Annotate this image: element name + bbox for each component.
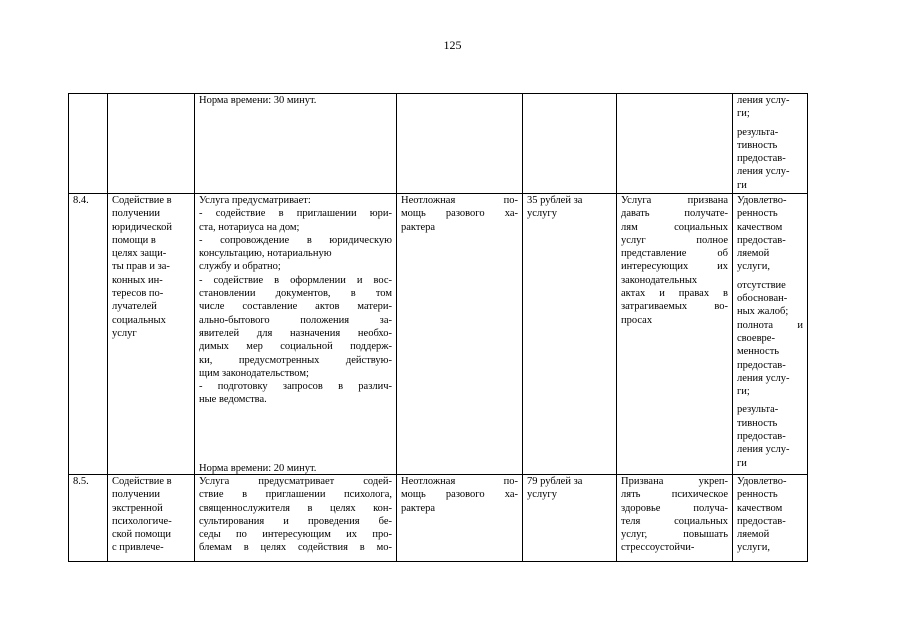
table-row <box>69 94 808 194</box>
form-line: мощь разового ха- <box>401 208 518 220</box>
description-line: священнослужителя в целях кон- <box>199 502 392 514</box>
tariff-line: 79 рублей за <box>527 476 583 487</box>
criteria-line: качеством <box>737 502 783 514</box>
service-description-cell <box>195 94 397 194</box>
goal-line: актах и правах в <box>621 288 728 300</box>
tariff-line: услугу <box>527 489 557 501</box>
description-line: ки, предусмотренных действую- <box>199 354 392 366</box>
service-name-cell <box>108 475 195 562</box>
description-line: консультацию, нотариальную <box>199 248 332 260</box>
quality-criteria-cell <box>733 194 808 475</box>
table-row <box>69 194 808 475</box>
service-form-cell <box>397 194 523 475</box>
service-form-cell <box>397 475 523 562</box>
goal-line: здоровье получа- <box>621 502 728 514</box>
criteria-line: Удовлетво- <box>737 476 787 487</box>
row-number-cell: 8.4. <box>69 194 108 475</box>
form-line: мощь разового ха- <box>401 489 518 501</box>
criteria-line: тивность <box>737 417 778 429</box>
criteria-line: ги <box>737 179 747 191</box>
description-line: становлении документов, в том <box>199 288 392 300</box>
service-name-cell <box>108 194 195 475</box>
criteria-line: полнота и <box>737 319 803 331</box>
goal-line: лям социальных <box>621 221 728 233</box>
goal-line: давать получате- <box>621 208 728 220</box>
time-norm: Норма времени: 20 минут. <box>199 462 317 474</box>
goal-line: представление об <box>621 248 728 260</box>
name-line: юридической <box>112 221 172 233</box>
quality-criteria-cell <box>733 94 808 194</box>
criteria-line: ления услу- <box>737 95 790 106</box>
services-table <box>68 93 808 562</box>
name-line: услуг <box>112 327 137 339</box>
criteria-line: результа- <box>737 404 779 416</box>
goal-line: стрессоустойчи- <box>621 542 695 554</box>
goal-line: лять психическое <box>621 489 728 501</box>
service-description-cell <box>195 475 397 562</box>
name-line: Содействие в <box>112 476 172 487</box>
description-line: седы по интересующим их про- <box>199 529 392 541</box>
description-line: ста, нотариуса на дом; <box>199 221 300 233</box>
criteria-line: услуги, <box>737 261 770 273</box>
tariff-cell <box>523 194 617 475</box>
name-line: экстренной <box>112 502 163 514</box>
description-line: Услуга предусматривает: <box>199 195 311 206</box>
goal-line: законодательных <box>621 274 698 286</box>
criteria-line: ги; <box>737 386 750 398</box>
description-line: ально-бытового положения за- <box>199 314 392 326</box>
goal-line: Призвана укреп- <box>621 476 728 487</box>
description-line: щим законодательством; <box>199 367 309 379</box>
tariff-cell <box>523 94 617 194</box>
service-name-cell <box>108 94 195 194</box>
criteria-line: результа- <box>737 126 779 138</box>
criteria-line: ления услу- <box>737 166 790 178</box>
page-number: 125 <box>443 38 462 52</box>
service-goal-cell <box>617 194 733 475</box>
name-line: целях защи- <box>112 248 167 260</box>
name-line: тересов по- <box>112 288 164 300</box>
criteria-line: отсутствие <box>737 279 786 291</box>
criteria-line: своевре- <box>737 332 775 344</box>
goal-line: затрагиваемых во- <box>621 301 728 313</box>
criteria-line: тивность <box>737 139 778 151</box>
description-line: - содействие в оформлении и вос- <box>199 274 392 286</box>
description-line: ные ведомства. <box>199 394 267 406</box>
service-goal-cell <box>617 94 733 194</box>
criteria-line: предостав- <box>737 515 786 527</box>
form-line: рактера <box>401 502 436 514</box>
name-line: помощи в <box>112 234 156 246</box>
name-line: получении <box>112 489 161 501</box>
row-number-cell: 8.5. <box>69 475 108 562</box>
description-line: - подготовку запросов в различ- <box>199 381 392 393</box>
criteria-line: предостав- <box>737 153 786 165</box>
description-line: сультирования и проведения бе- <box>199 515 392 527</box>
name-line: Содействие в <box>112 195 172 206</box>
criteria-line: предостав- <box>737 234 786 246</box>
form-line: Неотложная по- <box>401 195 518 206</box>
goal-line: услуг, повышать <box>621 529 728 541</box>
row-number-cell <box>69 94 108 194</box>
criteria-line: ренность <box>737 489 778 501</box>
service-form-cell <box>397 94 523 194</box>
goal-line: Услуга призвана <box>621 195 728 206</box>
service-description-cell <box>195 194 397 475</box>
criteria-line: Удовлетво- <box>737 195 787 206</box>
tariff-cell <box>523 475 617 562</box>
table-row <box>69 475 808 562</box>
name-line: лучателей <box>112 301 157 313</box>
name-line: психологиче- <box>112 515 172 527</box>
description-line: - содействие в приглашении юри- <box>199 208 392 220</box>
criteria-line: ляемой <box>737 529 770 541</box>
name-line: с привлече- <box>112 542 164 554</box>
form-line: Неотложная по- <box>401 476 518 487</box>
goal-line: теля социальных <box>621 515 728 527</box>
description-line: ствие в приглашении психолога, <box>199 489 392 501</box>
description-line: - сопровождение в юридическую <box>199 234 392 246</box>
description-line: блемам в целях содействия в мо- <box>199 542 392 554</box>
name-line: ской помощи <box>112 529 171 541</box>
form-line: рактера <box>401 221 436 233</box>
criteria-line: ги <box>737 457 747 469</box>
goal-line: услуг полное <box>621 234 728 246</box>
description-line: службу и обратно; <box>199 261 281 273</box>
criteria-line: предостав- <box>737 359 786 371</box>
name-line: социальных <box>112 314 166 326</box>
description-line: числе составление актов матери- <box>199 301 392 313</box>
service-goal-cell <box>617 475 733 562</box>
tariff-line: услугу <box>527 208 557 220</box>
tariff-line: 35 рублей за <box>527 195 583 206</box>
description-line: Услуга предусматривает содей- <box>199 476 392 487</box>
name-line: получении <box>112 208 161 220</box>
description-line: димых мер социальной поддерж- <box>199 341 392 353</box>
criteria-line: качеством <box>737 221 783 233</box>
criteria-line: менность <box>737 346 780 358</box>
criteria-line: ления услу- <box>737 372 790 384</box>
criteria-line: ги; <box>737 108 750 120</box>
criteria-line: ления услу- <box>737 444 790 456</box>
criteria-line: ренность <box>737 208 778 220</box>
criteria-line: обоснован- <box>737 293 788 305</box>
criteria-line: предостав- <box>737 431 786 443</box>
criteria-line: ляемой <box>737 248 770 260</box>
criteria-line: ных жалоб; <box>737 306 789 318</box>
name-line: конных ин- <box>112 274 163 286</box>
goal-line: интересующих их <box>621 261 728 273</box>
criteria-line: услуги, <box>737 542 770 554</box>
name-line: ты прав и за- <box>112 261 170 273</box>
time-norm: Норма времени: 30 минут. <box>199 95 317 106</box>
goal-line: просах <box>621 314 653 326</box>
description-line: явителей для назначения необхо- <box>199 327 392 339</box>
quality-criteria-cell <box>733 475 808 562</box>
